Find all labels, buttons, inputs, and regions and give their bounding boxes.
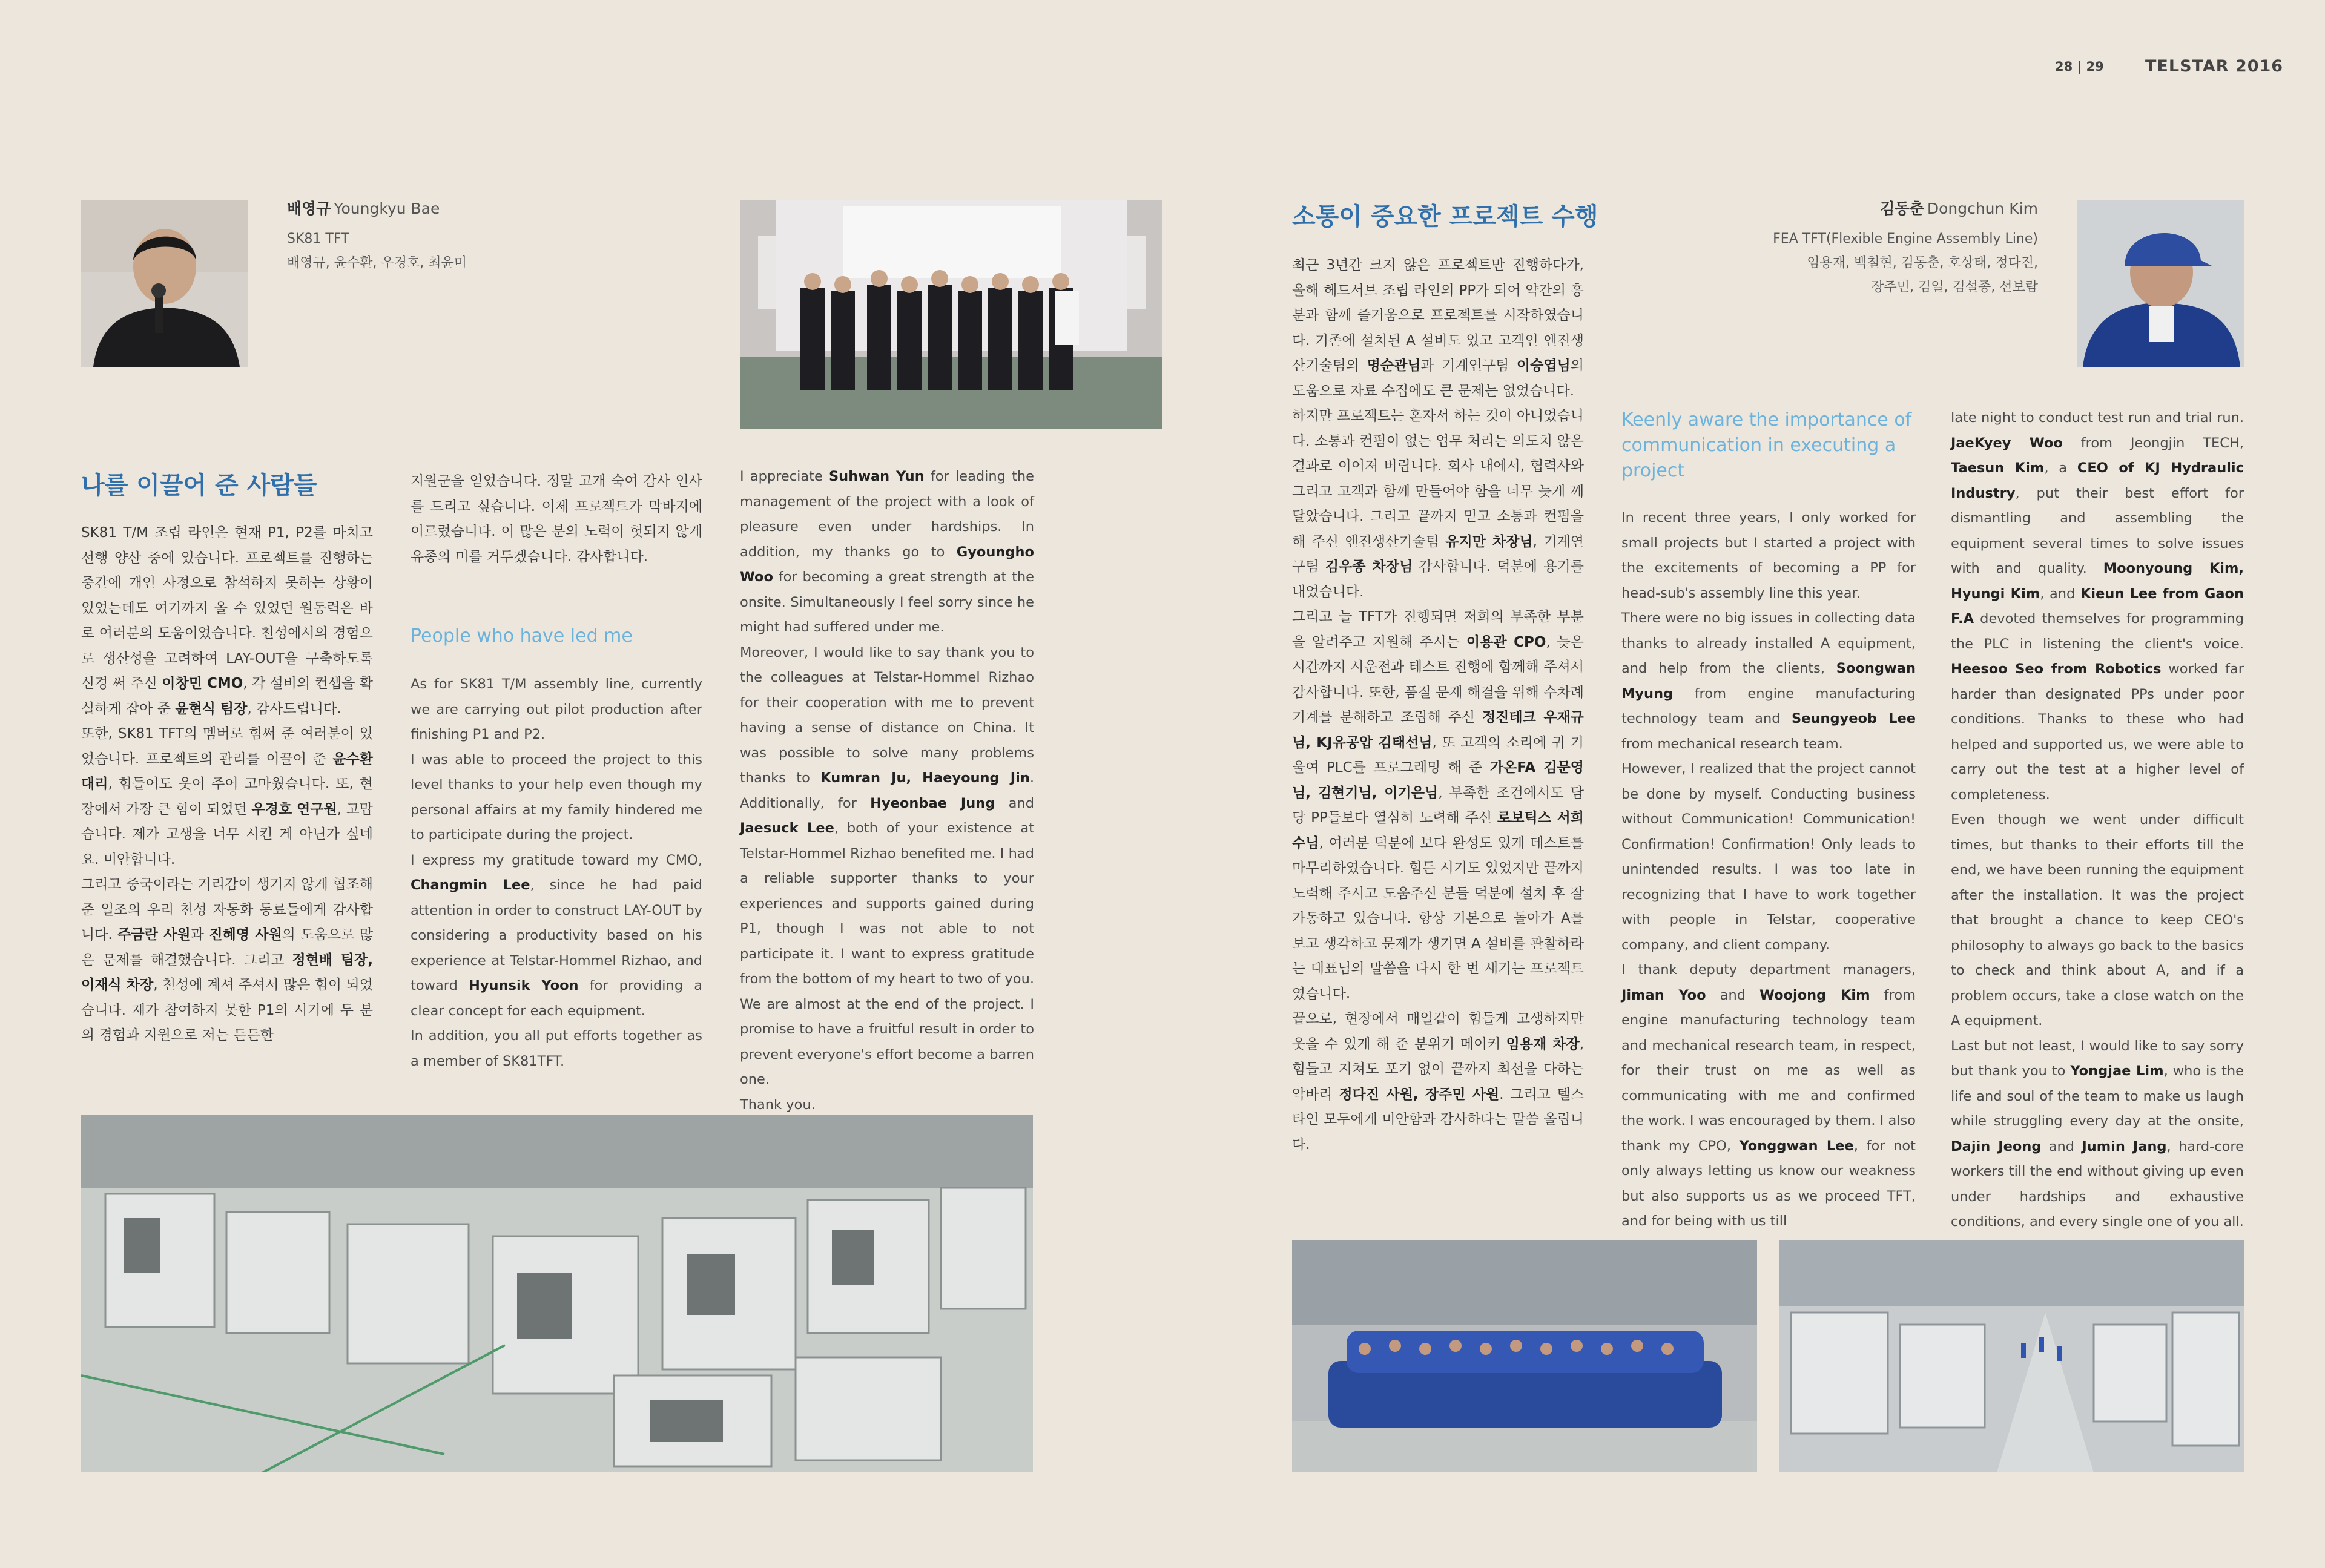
profile-right-name-ko: 김동춘 xyxy=(1880,200,1924,217)
right-ko-column-1: 최근 3년간 크지 않은 프로젝트만 진행하다가, 올해 헤드서브 조립 라인의 PP가 되어 약간의 흥분과 함께 즐거움으로 프로젝트를 시작하였습니다. 기존에 설치된 A 설비도 있고 고객인 엔진생산기술팀의 명순관님과 기계연구팀 이승엽님의 도움으로 자료 수집에도 큰 문제는 없었습니다. 하지만 프로젝트는 혼자서 하는 것이 아니었습니다. 소통과 컨펌이 없는 업무 처리는 의도치 않은 결과로 이어져 버립니다. 회사 내에서, 협력사와 그리고 고객과 함께 만들어야 함을 너무 늦게 깨달았습니다. 그리고 끝까지 믿고 소통과 컨펌을 해 주신 엔진생산기술팀 유지만 차장님, 기계연구팀 김우종 차장님 감사합니다. 덕분에 용기를 내었습니다. 그리고 늘 TFT가 진행되면 저희의 부족한 부분을 알려주고 지원해 주시는 이용관 CPO, 늦은 시간까지 시운전과 테스트 진행에 함께해 주셔서 감사합니다. 또한, 품질 문제 해결을 위해 수차례 기계를 분해하고 조립해 주신 정진테크 우재규님, KJ유공압 김태선님, 또 고객의 소리에 귀 기울여 PLC를 프로그래밍 해 준 가온FA 김문영님, 김현기님, 이기은님, 부족한 조건에서도 담당 PP들보다 열심히 노력해 주신 로보틱스 서희수님, 여러분 덕분에 보다 완성도 있게 테스트를 마무리하였습니다. 힘든 시기도 있었지만 끝까지 노력해 주시고 도움주신 분들 덕분에 설치 후 잘 가동하고 있습니다. 항상 기본으로 돌아가 A를 보고 생각하고 문제가 생기면 A 설비를 관찰하라는 대표님의 말씀을 다시 한 번 새기는 프로젝트였습니다. 끝으로, 현장에서 매일같이 힘들게 고생하지만 웃을 수 있게 해 준 분위기 메이커 임용재 차장, 힘들고 지쳐도 포기 없이 끝까지 최선을 다하는 악바리 정다진 사원, 장주민 사원. 그리고 텔스타인 모두에게 미안함과 감사하다는 말씀 올립니다. xyxy=(1292,257,1585,1153)
profile-left-members: 배영규, 윤수환, 우경호, 최윤미 xyxy=(287,255,467,271)
photo-assembly-line-overview xyxy=(81,1115,1033,1472)
right-heading-ko: 소통이 중요한 프로젝트 수행 xyxy=(1292,203,1598,231)
left-ko-column-1: SK81 T/M 조립 라인은 현재 P1, P2를 마치고 선행 양산 중에 있습니다. 프로젝트를 진행하는 중간에 개인 사정으로 참석하지 못하는 상황이 있었는데도 여기까지 올 수 있었던 원동력은 바로 여러분의 도움이었습니다. 천성에서의 경험으로 생산성을 고려하여 LAY-OUT을 구축하도록 신경 써 주신 이창민 CMO, 각 설비의 컨셉을 확실하게 잡아 준 윤현식 팀장, 감사드립니다. 또한, SK81 TFT의 멤버로 힘써 준 여러분이 있었습니다. 프로젝트의 관리를 이끌어 준 윤수환 대리, 힘들어도 웃어 주어 고마웠습니다. 또, 현장에서 가장 큰 힘이 되었던 우경호 연구원, 고맙습니다. 제가 고생을 너무 시킨 게 아닌가 싶네요. 미안합니다. 그리고 중국이라는 거리감이 생기지 않게 협조해 준 일조의 우리 천성 자동화 동료들에게 감사합니다. 주금란 사원과 진혜영 사원의 도움으로 많은 문제를 해결했습니다. 그리고 정현배 팀장, 이재식 차장, 천성에 계셔 주셔서 많은 힘이 되었습니다. 제가 참여하지 못한 P1의 시기에 두 분의 경험과 지원으로 저는 든든한 xyxy=(81,525,374,1043)
profile-right-members-1: 임용재, 백철현, 김동춘, 호상태, 정다진, xyxy=(1807,255,2038,271)
profile-left-team: SK81 TFT xyxy=(287,231,349,246)
profile-right xyxy=(1773,197,2038,300)
left-en-column-3: I appreciate Suhwan Yun for leading the management of the project with a look of pleasure even under hardships. In addition, my thanks go to Gyoungho Woo for becoming a great strength at the onsite. Simultaneously I feel sorry since he might had suffered under me. Moreover, I would like to say thank you to the colleagues at Telstar-Hommel Rizhao for their cooperation with me to prevent having a sense of distance on China. It was possible to solve many problems thanks to Kumran Ju, Haeyoung Jin. Additionally, for Hyeonbae Jung and Jaesuck Lee, both of your existence at Telstar-Hommel Rizhao benefited me. I had a reliable supporter thanks to your experiences and supports gained during P1, though I was not able to not participate it. I want to express gratitude from the bottom of my heart to two of you. We are almost at the end of the project. I promise to have a fruitful result in order to prevent everyone's effort become a barren one. Thank you. xyxy=(740,469,1035,1113)
profile-right-team: FEA TFT(Flexible Engine Assembly Line) xyxy=(1773,231,2038,246)
profile-right-members-2: 장주민, 김일, 김설종, 선보람 xyxy=(1871,280,2038,295)
left-heading-en: People who have led me xyxy=(411,625,633,647)
portrait-youngkyu-bae xyxy=(81,200,248,367)
left-en-column-2: As for SK81 T/M assembly line, currently we are carrying out pilot production after finishing P1 and P2. I was able to proceed the project to this level thanks to your help even though my personal affairs at my family hindered me to participate during the project. I express my gratitude toward my CMO, Changmin Lee, since he had paid attention in order to construct LAY-OUT by considering a productivity based on his experience at Telstar-Hommel Rizhao, and toward Hyunsik Yoon for providing a clear concept for each equipment. In addition, you all put efforts together as a member of SK81TFT. xyxy=(411,676,702,1069)
left-ko-column-2: 지원군을 얻었습니다. 정말 고개 숙여 감사 인사를 드리고 싶습니다. 이제 프로젝트가 막바지에 이르렀습니다. 이 많은 분의 노력이 헛되지 않게 유종의 미를 거두겠습니다. 감사합니다. xyxy=(411,473,702,565)
photo-factory-floor xyxy=(1779,1240,2244,1472)
magazine-title: TELSTAR 2016 xyxy=(2145,57,2284,76)
profile-right-name-en: Dongchun Kim xyxy=(1927,200,2038,217)
profile-left xyxy=(287,197,467,275)
portrait-dongchun-kim xyxy=(2077,200,2244,367)
photo-factory-team xyxy=(1292,1240,1757,1472)
profile-left-name-en: Youngkyu Bae xyxy=(334,200,440,217)
right-en-column-2: In recent three years, I only worked for small projects but I started a project with the excitements of becoming a PP for head-sub's assembly line this year. There were no big issues in collecting data thanks to already installed A equipment, and help from the clients, Soongwan Myung from engine manufacturing technology team and Seungyeob Lee from mechanical research team. However, I realized that the project cannot be done by myself. Conducting business without Communication! Communication! Confirmation! Confirmation! Only leads to unintended results. I was too late in recognizing that I have to work together with people in Telstar, cooperative company, and client company. I thank deputy department managers, Jiman Yoo and Woojong Kim from engine manufacturing technology team and mechanical research team, in respect, for their trust on me as well as communicating with me and confirmed the work. I was encouraged by them. I also thank my CPO, Yonggwan Lee, for not only always letting us know our weakness but also supports us as we proceed TFT, and for being with us till xyxy=(1621,510,1916,1229)
right-heading-en: Keenly aware the importance of communication in executing a project xyxy=(1621,409,1912,481)
profile-left-name-ko: 배영규 xyxy=(287,200,331,217)
left-heading-ko: 나를 이끌어 준 사람들 xyxy=(81,472,317,499)
photo-team-group xyxy=(740,200,1162,429)
right-en-column-3: late night to conduct test run and trial run. JaeKyey Woo from Jeongjin TECH, Taesun Kim, a CEO of KJ Hydraulic Industry, put their best effort for dismantling and assembling the equipment several times to solve issues with and quality. Moonyoung Kim, Hyungi Kim, and Kieun Lee from Gaon F.A devoted themselves for programming the PLC in listening the client's voice. Heesoo Seo from Robotics worked far harder than designated PPs under poor conditions. Thanks to these who had helped and supported us, we were able to carry out the test at a higher level of completeness. Even though we went under difficult times, but thanks to their efforts till the end, we have been running the equipment after the installation. It was the project that brought a chance to keep CEO's philosophy to always go back to the basics to check and think about A, and if a problem occurs, take a close watch on the A equipment. Last but not least, I would like to say sorry but thank you to Yongjae Lim, who is the life and soul of the team to make us laugh while struggling every day at the onsite, Dajin Jeong and Jumin Jang, hard-core workers till the end without giving up even under hardships and exhaustive conditions, and every single one of you all. xyxy=(1951,410,2244,1230)
page-numbers: 28 | 29 xyxy=(2055,59,2104,74)
